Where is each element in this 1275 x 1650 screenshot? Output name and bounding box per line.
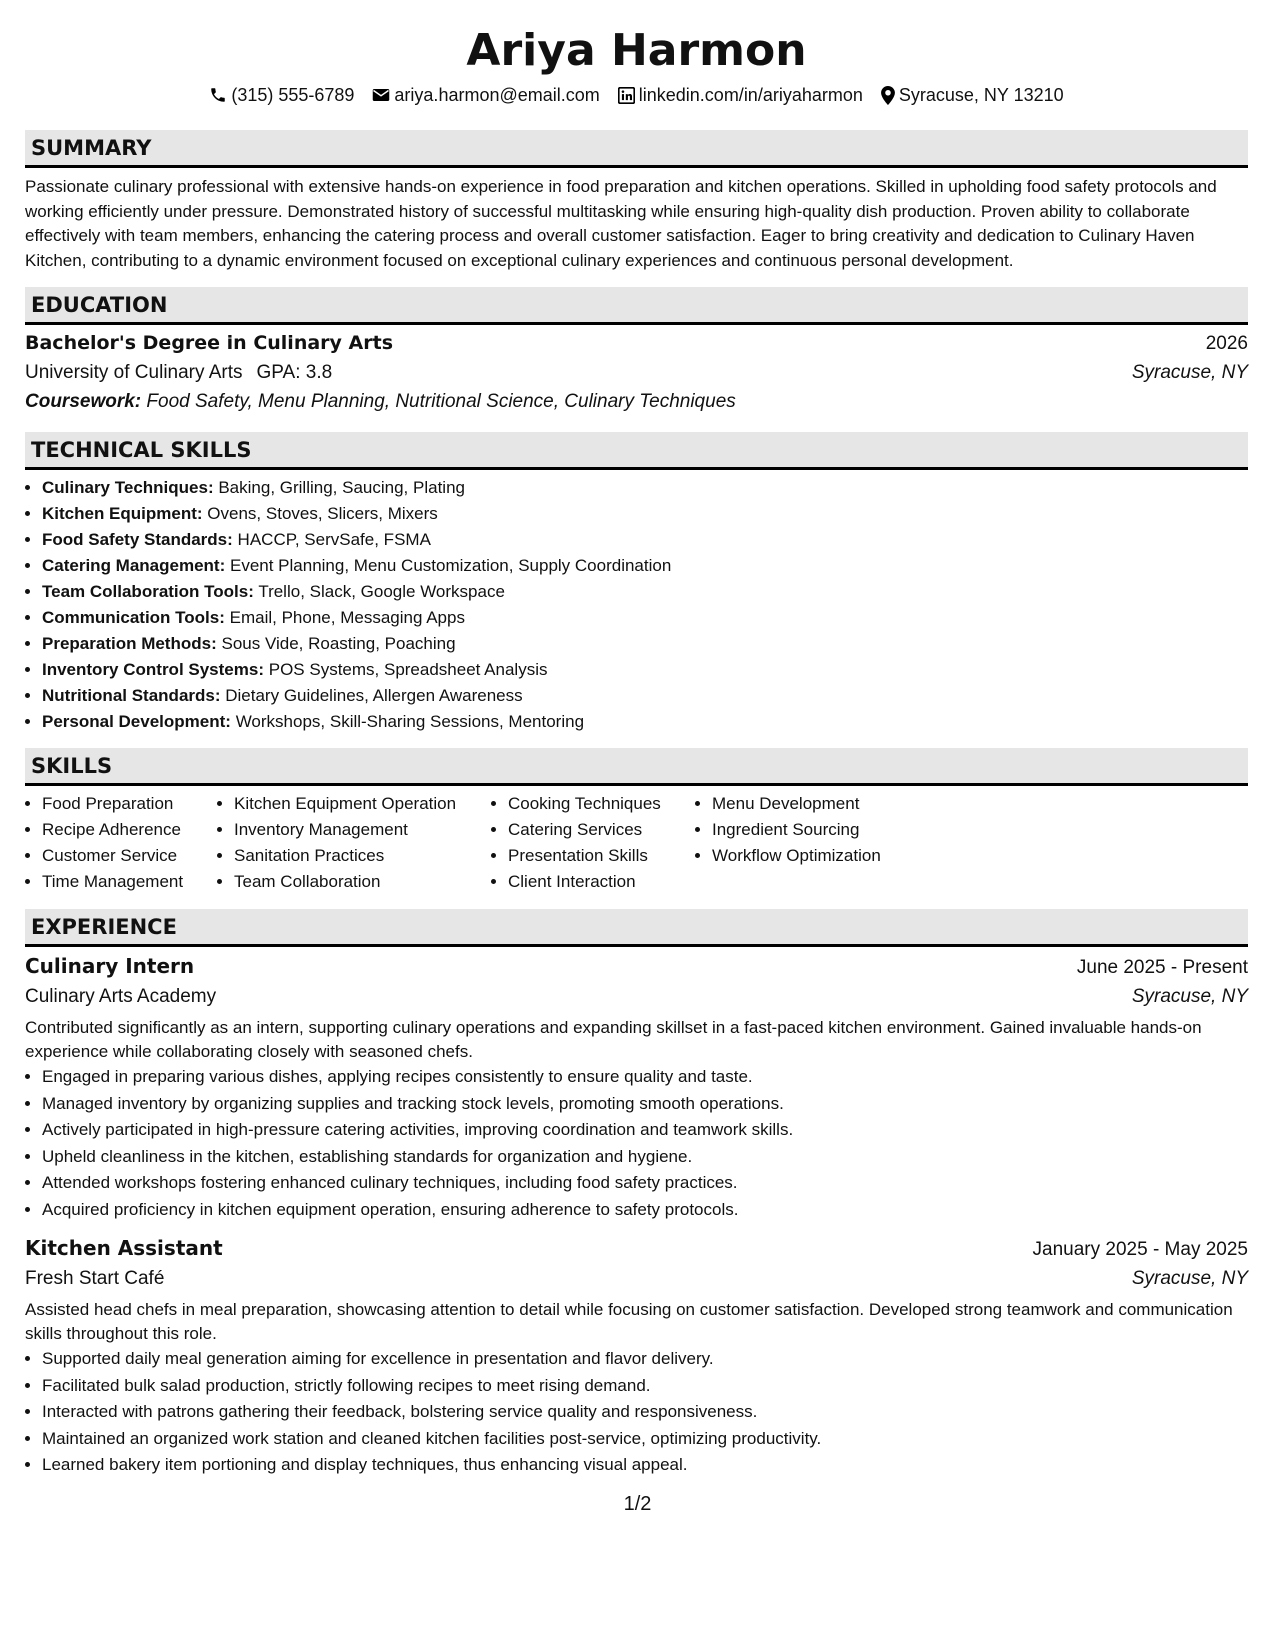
technical-skills-list bbox=[25, 475, 1248, 735]
graduation-year: 2026 bbox=[1205, 333, 1248, 354]
job-dates: June 2025 - Present bbox=[1076, 957, 1248, 978]
technical-skill-item bbox=[42, 501, 1248, 527]
job-header-row bbox=[25, 951, 1248, 982]
technical-skill-label: Nutritional Standards: bbox=[42, 686, 221, 705]
skill-item: • Time Management bbox=[42, 869, 217, 895]
job-bullet: • Managed inventory by organizing supplies and tracking stock levels, promoting smooth operations. bbox=[42, 1091, 1248, 1118]
technical-skill-value: Sous Vide, Roasting, Poaching bbox=[221, 634, 456, 653]
skill-item: • Presentation Skills bbox=[508, 843, 695, 869]
job-title: Kitchen Assistant bbox=[25, 1236, 223, 1260]
technical-skill-label: Team Collaboration Tools: bbox=[42, 582, 254, 601]
skill-item: • Ingredient Sourcing bbox=[712, 817, 952, 843]
technical-skill-label: Food Safety Standards: bbox=[42, 530, 233, 549]
technical-skill-label: Communication Tools: bbox=[42, 608, 225, 627]
gpa: GPA: 3.8 bbox=[256, 362, 333, 383]
skill-item: • Team Collaboration bbox=[234, 869, 491, 895]
skill-item: • Sanitation Practices bbox=[234, 843, 491, 869]
job-bullet: • Supported daily meal generation aiming for excellence in presentation and flavor delivery. bbox=[42, 1346, 1248, 1373]
skills-column bbox=[695, 791, 952, 895]
skills-heading: SKILLS bbox=[25, 748, 1248, 786]
summary-text: Passionate culinary professional with extensive hands-on experience in food preparation and kitchen operations. Skilled in upholding food safety protocols and working efficiently under pressure. Demonstrated history of successful multitasking while ensuring high-quality dish production. Proven ability to collaborate effectively with team members, enhancing the catering process and overall customer satisfaction. Eager to bring creativity and dedication to Culinary Haven Kitchen, contributing to a dynamic environment focused on exceptional culinary experiences and continuous personal development. bbox=[25, 177, 1217, 270]
job-bullets bbox=[25, 1064, 1248, 1223]
job-location: Syracuse, NY bbox=[1131, 986, 1248, 1007]
company-name: Fresh Start Café bbox=[25, 1268, 165, 1289]
job-bullet: • Acquired proficiency in kitchen equipment operation, ensuring adherence to safety protocols. bbox=[42, 1197, 1248, 1224]
coursework-list: Food Safety, Menu Planning, Nutritional Science, Culinary Techniques bbox=[146, 391, 736, 412]
linkedin-icon bbox=[618, 87, 635, 104]
contact-phone[interactable] bbox=[209, 85, 354, 106]
technical-skill-value: Ovens, Stoves, Slicers, Mixers bbox=[207, 504, 438, 523]
skill-item: • Food Preparation bbox=[42, 791, 217, 817]
coursework bbox=[25, 387, 1248, 416]
contact-linkedin[interactable] bbox=[618, 85, 863, 106]
job-bullet: • Maintained an organized work station and cleaned kitchen facilities post-service, optimizing productivity. bbox=[42, 1426, 1248, 1453]
skills-column bbox=[25, 791, 217, 895]
school-location: Syracuse, NY bbox=[1131, 362, 1248, 383]
job-bullet: • Upheld cleanliness in the kitchen, establishing standards for organization and hygiene. bbox=[42, 1144, 1248, 1171]
technical-skill-item bbox=[42, 709, 1248, 735]
skill-item: • Kitchen Equipment Operation bbox=[234, 791, 491, 817]
skill-item: • Recipe Adherence bbox=[42, 817, 217, 843]
skill-item: • Client Interaction bbox=[508, 869, 695, 895]
contact-bar bbox=[25, 82, 1248, 108]
job-bullets bbox=[25, 1346, 1248, 1479]
technical-skill-value: POS Systems, Spreadsheet Analysis bbox=[268, 660, 548, 679]
education-heading: EDUCATION bbox=[25, 287, 1248, 325]
location-text: Syracuse, NY 13210 bbox=[898, 84, 1064, 105]
job-entry bbox=[25, 951, 1248, 1223]
job-description: Contributed significantly as an intern, supporting culinary operations and expanding skillset in a fast-paced kitchen environment. Gained invaluable hands-on experience while collaborating closely with seasoned chefs. bbox=[25, 1018, 1202, 1061]
technical-skill-label: Kitchen Equipment: bbox=[42, 504, 203, 523]
envelope-icon bbox=[372, 87, 390, 103]
skill-item: • Cooking Techniques bbox=[508, 791, 695, 817]
technical-skill-value: HACCP, ServSafe, FSMA bbox=[237, 530, 431, 549]
job-company-row bbox=[25, 1264, 1248, 1293]
technical-skill-label: Preparation Methods: bbox=[42, 634, 217, 653]
job-title: Culinary Intern bbox=[25, 954, 195, 978]
technical-skill-item bbox=[42, 657, 1248, 683]
job-bullet: • Interacted with patrons gathering their feedback, bolstering service quality and responsiveness. bbox=[42, 1399, 1248, 1426]
technical-skill-item bbox=[42, 683, 1248, 709]
technical-skill-item bbox=[42, 579, 1248, 605]
coursework-label: Coursework: bbox=[25, 391, 142, 412]
technical-skill-value: Email, Phone, Messaging Apps bbox=[229, 608, 465, 627]
technical-skill-label: Culinary Techniques: bbox=[42, 478, 214, 497]
company-name: Culinary Arts Academy bbox=[25, 986, 217, 1007]
technical-skill-item bbox=[42, 605, 1248, 631]
job-bullet: • Learned bakery item portioning and display techniques, thus enhancing visual appeal. bbox=[42, 1452, 1248, 1479]
phone-icon bbox=[209, 86, 227, 104]
linkedin-text: linkedin.com/in/ariyaharmon bbox=[638, 84, 863, 105]
technical-skill-value: Baking, Grilling, Saucing, Plating bbox=[218, 478, 465, 497]
job-header-row bbox=[25, 1233, 1248, 1264]
skill-item: • Inventory Management bbox=[234, 817, 491, 843]
job-bullet: • Engaged in preparing various dishes, applying recipes consistently to ensure quality and taste. bbox=[42, 1064, 1248, 1091]
experience-heading: EXPERIENCE bbox=[25, 909, 1248, 947]
education-entry bbox=[25, 329, 1248, 416]
phone-text: (315) 555-6789 bbox=[231, 84, 355, 105]
skills-column bbox=[217, 791, 491, 895]
skills-grid bbox=[25, 791, 1248, 895]
technical-skill-value: Dietary Guidelines, Allergen Awareness bbox=[225, 686, 523, 705]
job-company-row bbox=[25, 982, 1248, 1011]
technical-skill-label: Personal Development: bbox=[42, 712, 231, 731]
technical-skills-heading: TECHNICAL SKILLS bbox=[25, 432, 1248, 470]
skill-item: • Menu Development bbox=[712, 791, 952, 817]
school-name: University of Culinary Arts bbox=[25, 362, 243, 383]
candidate-name: Ariya Harmon bbox=[466, 25, 807, 76]
technical-skill-value: Workshops, Skill-Sharing Sessions, Mentoring bbox=[235, 712, 585, 731]
technical-skill-item bbox=[42, 553, 1248, 579]
skill-item: • Customer Service bbox=[42, 843, 217, 869]
skill-item: • Catering Services bbox=[508, 817, 695, 843]
page-number: 1/2 bbox=[623, 1493, 652, 1515]
job-location: Syracuse, NY bbox=[1131, 1268, 1248, 1289]
skills-column bbox=[491, 791, 695, 895]
technical-skill-item bbox=[42, 475, 1248, 501]
summary-heading: SUMMARY bbox=[25, 130, 1248, 168]
job-entry bbox=[25, 1233, 1248, 1479]
technical-skill-label: Inventory Control Systems: bbox=[42, 660, 264, 679]
job-description: Assisted head chefs in meal preparation, showcasing attention to detail while focusing on customer satisfaction. Developed strong teamwork and communication skills throughout this role. bbox=[25, 1300, 1233, 1343]
experience-list bbox=[25, 951, 1248, 1479]
degree-title: Bachelor's Degree in Culinary Arts bbox=[25, 332, 394, 354]
job-dates: January 2025 - May 2025 bbox=[1032, 1239, 1248, 1260]
email-text: ariya.harmon@email.com bbox=[394, 84, 600, 105]
map-pin-icon bbox=[881, 86, 895, 105]
contact-email[interactable] bbox=[372, 85, 599, 106]
job-bullet: • Attended workshops fostering enhanced culinary techniques, including food safety practices. bbox=[42, 1170, 1248, 1197]
technical-skill-value: Event Planning, Menu Customization, Supply Coordination bbox=[229, 556, 672, 575]
skill-item: • Workflow Optimization bbox=[712, 843, 952, 869]
resume-page bbox=[25, 20, 1248, 1479]
technical-skill-label: Catering Management: bbox=[42, 556, 226, 575]
technical-skill-value: Trello, Slack, Google Workspace bbox=[258, 582, 505, 601]
job-bullet: • Facilitated bulk salad production, strictly following recipes to meet rising demand. bbox=[42, 1373, 1248, 1400]
technical-skill-item bbox=[42, 527, 1248, 553]
job-bullet: • Actively participated in high-pressure catering activities, improving coordination and teamwork skills. bbox=[42, 1117, 1248, 1144]
contact-location bbox=[881, 85, 1064, 106]
technical-skill-item bbox=[42, 631, 1248, 657]
